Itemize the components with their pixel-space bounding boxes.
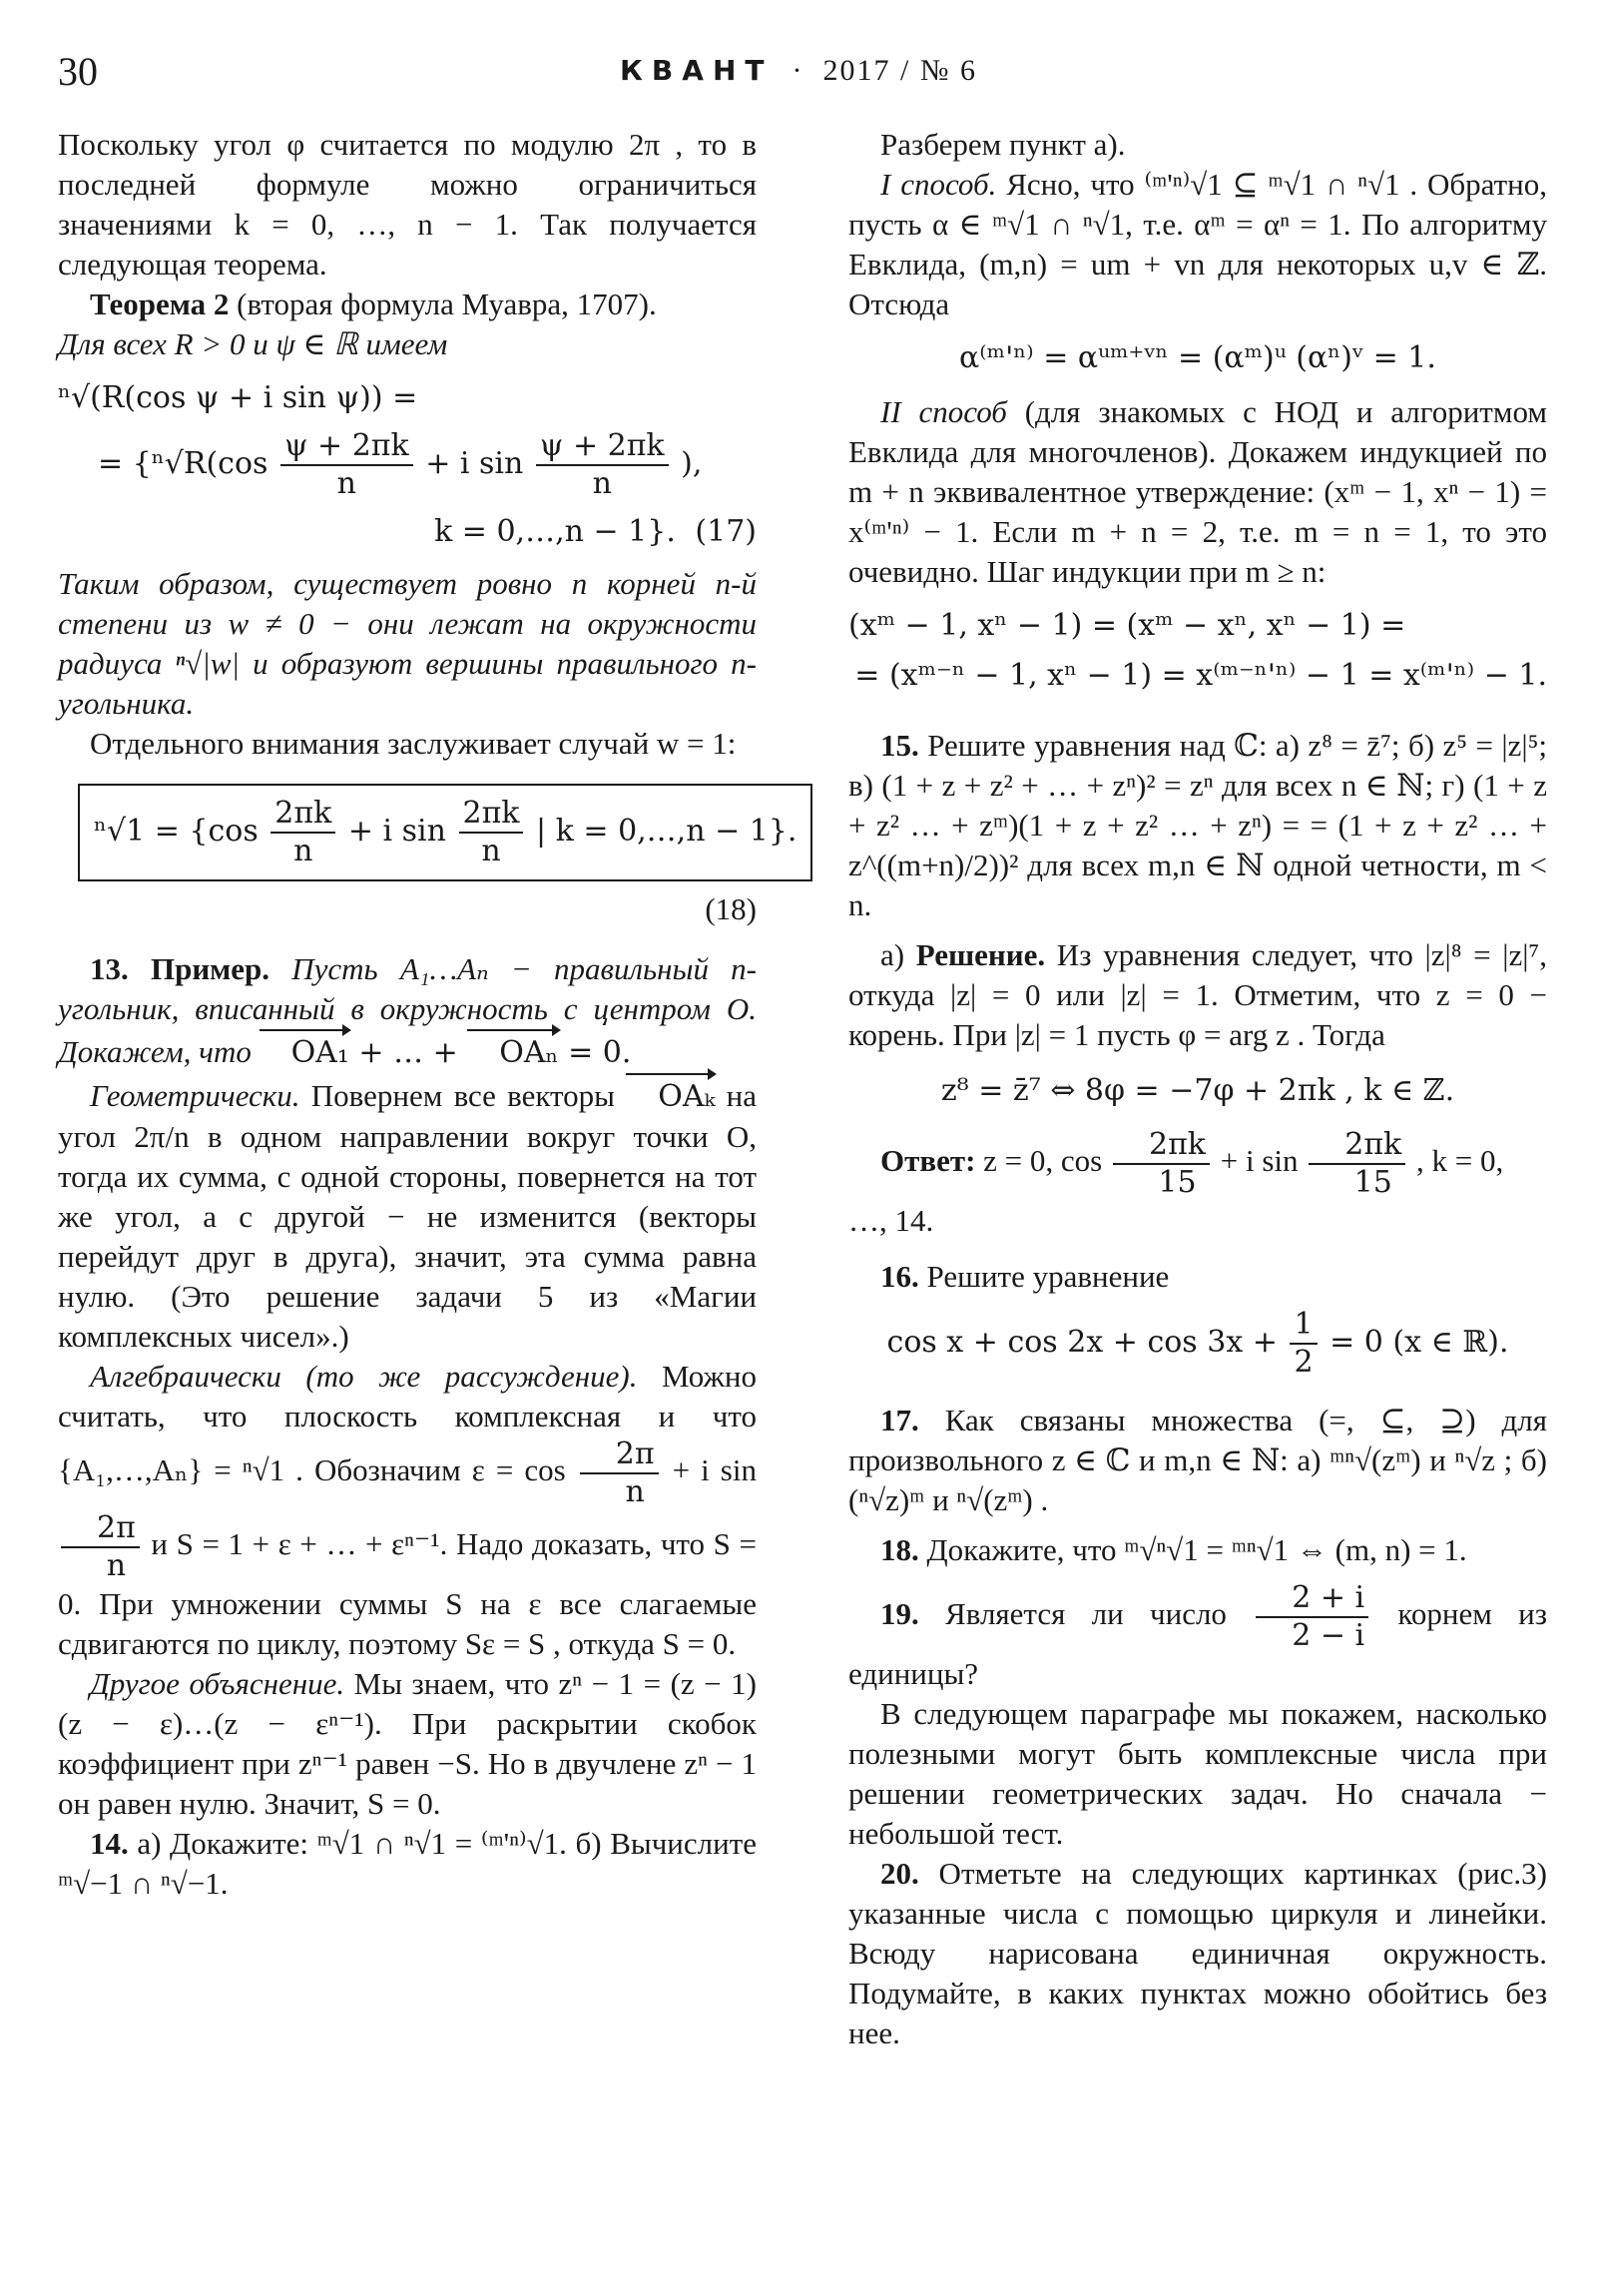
equation-17-num-2: ψ + 2πk — [536, 428, 669, 466]
equation-18-close: | k = 0,…,n − 1}. — [536, 814, 798, 849]
problem-14 — [58, 1824, 757, 1904]
left-column — [58, 125, 798, 1904]
equation-17-mid: + i sin — [425, 446, 524, 481]
way-2-text: (для знакомых с НОД и алгоритмом Евклида для многочленов). Докажем индукцией по m + n эквивалентное утверждение: (xᵐ − 1, xⁿ − 1) = x⁽ᵐ'ⁿ⁾ − 1. Если m + n = 2, т.е. m = n = 1, то это очевидно. Шаг индукции при m ≥ n: — [848, 394, 1547, 589]
solution-title: Решение. — [915, 937, 1046, 972]
equation-18-num-1: 2πk — [270, 796, 335, 834]
problem-19-text-2: корнем из единицы? — [848, 1596, 1548, 1691]
theorem-2-reference: (вторая формула Муавра, 1707). — [229, 287, 657, 321]
algebraic-text-2: + i sin — [672, 1452, 757, 1488]
problem-18 — [848, 1530, 1547, 1570]
right-column — [848, 125, 1547, 2053]
problem-16-num: 1 — [1290, 1307, 1317, 1345]
example-13-dots: + … + — [348, 1035, 468, 1070]
equation-17-line3 — [58, 510, 757, 554]
theorem-2-condition: Для всех R > 0 и ψ ∈ ℝ имеем — [58, 326, 448, 361]
solution-text: Из уравнения следует, что |z|⁸ = |z|⁷, откуда |z| = 0 или |z| = 1. Отметим, что z = 0 − корень. При |z| = 1 пусть φ = arg z . Тогда — [848, 937, 1547, 1052]
problem-16 — [848, 1257, 1547, 1297]
problem-20 — [848, 1854, 1547, 2053]
equation-17-den-1: n — [336, 466, 356, 501]
problem-19-num: 2 + i — [1256, 1580, 1368, 1618]
way-2-equation-2: = (xᵐ⁻ⁿ − 1, xⁿ − 1) = x⁽ᵐ⁻ⁿ'ⁿ⁾ − 1 = x⁽ᵐ'ⁿ⁾ − 1. — [854, 658, 1547, 693]
page-number: 30 — [58, 49, 98, 94]
problem-15-number: 15. — [880, 728, 919, 763]
running-head-separator: · — [792, 54, 804, 87]
problem-19-text-1: Является ли число — [918, 1596, 1227, 1632]
journal-title: КВАНТ — [620, 54, 774, 87]
problem-17-text: Как связаны множества (=, ⊆, ⊇) для произвольного z ∈ ℂ и m,n ∈ ℕ: а) ᵐⁿ√(zᵐ) и ⁿ√z ; б) (ⁿ√z)ᵐ и ⁿ√(zᵐ) . — [848, 1403, 1547, 1517]
intro-paragraph: Разберем пункт а). — [880, 127, 1126, 162]
vector-oan: OAₙ — [467, 1029, 558, 1073]
way-2-title: II способ — [880, 394, 1007, 429]
equation-17-label: (17) — [695, 514, 757, 549]
solution-15a-prefix: а) — [880, 937, 916, 972]
equation-18-label: (18) — [705, 891, 757, 926]
algebraic-solution — [58, 1357, 757, 1664]
way-1-text: Ясно, что ⁽ᵐ'ⁿ⁾√1 ⊆ ᵐ√1 ∩ ⁿ√1 . Обратно, пусть α ∈ ᵐ√1 ∩ ⁿ√1, т.е. αᵐ = αⁿ = 1. По алгоритму Евклида, (m,n) = um + vn для некоторых u,v ∈ ℤ. Отсюда — [848, 167, 1547, 321]
way-1 — [848, 165, 1547, 324]
example-13-vector-sum — [260, 1035, 632, 1070]
example-13 — [58, 949, 757, 1073]
problem-18-text: Докажите, что ᵐ√ⁿ√1 = ᵐⁿ√1 ⇔ (m, n) = 1. — [918, 1532, 1467, 1567]
solution-15a — [848, 935, 1547, 1055]
problem-16-eq-left: cos x + cos 2x + cos 3x + — [886, 1325, 1278, 1360]
problem-15 — [848, 726, 1547, 925]
equation-17-range: k = 0,…,n − 1}. — [434, 514, 676, 549]
solution-equation: z⁸ = z̄⁷ ⇔ 8φ = −7φ + 2πk , k ∈ ℤ. — [940, 1073, 1455, 1108]
special-case-paragraph: Отдельного внимания заслуживает случай w = 1: — [90, 726, 737, 761]
algebraic-num-2: 2π — [61, 1510, 140, 1548]
problem-18-number: 18. — [880, 1532, 919, 1567]
problem-16-text: Решите уравнение — [918, 1259, 1170, 1294]
algebraic-den-1: n — [625, 1474, 645, 1509]
answer-num-2: 2πk — [1309, 1127, 1405, 1165]
algebraic-title: Алгебраически (то же рассуждение). — [90, 1359, 638, 1394]
equation-17 — [58, 376, 757, 554]
answer-den-2: 15 — [1353, 1165, 1392, 1200]
answer-15a — [848, 1127, 1547, 1241]
algebraic-text-3: и S = 1 + ε + … + εⁿ⁻¹. Надо доказать, что S = 0. При умножении суммы S на ε все слагаемые сдвигаются по циклу, поэтому Sε = S , откуда S = 0. — [58, 1526, 757, 1661]
problem-16-fraction — [1290, 1307, 1317, 1381]
algebraic-text-1: Можно считать, что плоскость комплексная и что {A₁,…,Aₙ} = ⁿ√1 . Обозначим ε = cos — [58, 1359, 758, 1488]
next-paragraph-note: В следующем параграфе мы покажем, насколько полезными могут быть комплексные числа при решении геометрических задач. Но сначала − небольшой тест. — [848, 1696, 1547, 1851]
geometric-solution — [58, 1073, 757, 1357]
problem-17-number: 17. — [880, 1403, 919, 1437]
equation-18-num-2: 2πk — [459, 796, 524, 834]
problem-15-text: Решите уравнения над ℂ: а) z⁸ = z̄⁷; б) z⁵ = |z|⁵; в) (1 + z + z² + … + zⁿ)² = zⁿ для всех n ∈ ℕ; г) (1 + z + z² … + zᵐ)(1 + z + z² … + zⁿ) = = (1 + z + z² … + z^((m+n)/2))² для всех m,n ∈ ℕ одной четности, m < n. — [848, 728, 1547, 922]
equation-17-open: = {ⁿ√R(cos — [98, 446, 268, 481]
problem-16-den: 2 — [1294, 1345, 1314, 1380]
answer-start: z = 0, cos — [975, 1143, 1103, 1179]
geometric-text-1: Повернем все векторы — [299, 1078, 627, 1113]
example-13-equals: = 0. — [558, 1035, 632, 1070]
algebraic-fraction-2 — [61, 1510, 140, 1584]
issue-number: 2017 / № 6 — [822, 54, 977, 87]
equation-18-fraction-1 — [270, 796, 335, 869]
example-13-text: Пусть A₁…Aₙ − правильный n-угольник, вписанный в окружность с центром O. Докажем, что — [58, 951, 757, 1069]
page-header — [58, 48, 1539, 98]
geometric-title: Геометрически. — [90, 1078, 300, 1113]
way-2 — [848, 392, 1547, 592]
problem-16-number: 16. — [880, 1259, 919, 1294]
problem-14-number: 14. — [90, 1826, 129, 1861]
equation-18-fraction-2 — [459, 796, 524, 869]
problem-19-fraction — [1256, 1580, 1368, 1654]
vector-oak: OAₖ — [626, 1073, 715, 1117]
vector-oa1: OA₁ — [260, 1029, 349, 1073]
way-1-equation: α⁽ᵐ'ⁿ⁾ = αᵘᵐ⁺ᵛⁿ = (αᵐ)ᵘ (αⁿ)ᵛ = 1. — [959, 340, 1436, 375]
conclusion-paragraph: Таким образом, существует ровно n корней n-й степени из w ≠ 0 − они лежат на окружности радиуса ⁿ√|w| и образуют вершины правильного n-угольника. — [58, 566, 757, 721]
problem-14-text: а) Докажите: ᵐ√1 ∩ ⁿ√1 = ⁽ᵐ'ⁿ⁾√1. б) Вычислите ᵐ√−1 ∩ ⁿ√−1. — [58, 1826, 757, 1901]
algebraic-den-2: n — [106, 1548, 127, 1583]
equation-18-box — [78, 784, 812, 881]
algebraic-num-1: 2π — [580, 1436, 659, 1474]
equation-18-open: ⁿ√1 = {cos — [94, 814, 259, 849]
answer-num-1: 2πk — [1113, 1127, 1210, 1165]
equation-17-line1: ⁿ√(R(cos ψ + i sin ψ)) = — [58, 380, 418, 415]
equation-18-den-2: n — [481, 834, 501, 868]
problem-20-number: 20. — [880, 1856, 919, 1891]
geometric-text-2: на угол 2π/n в одном направлении вокруг точки O, тогда их сумма, с одной стороны, повернется на тот же угол, а с другой − не изменится (векторы перейдут друг в друга), значит, эта сумма равна нулю. (Это решение задачи 5 из «Магии комплексных чисел».) — [58, 1078, 757, 1354]
way-2-equation-1: (xᵐ − 1, xⁿ − 1) = (xᵐ − xⁿ, xⁿ − 1) = — [848, 608, 1406, 643]
equation-18-den-1: n — [293, 834, 313, 868]
problem-16-equation — [848, 1307, 1547, 1381]
theorem-2 — [58, 285, 757, 324]
answer-end: , k = 0, …, 14. — [848, 1143, 1504, 1238]
paragraph-modulo: Поскольку угол φ считается по модулю 2π , то в последней формуле можно ограничиться значениями k = 0, …, n − 1. Так получается следующая теорема. — [58, 127, 757, 282]
problem-16-eq-right: = 0 (x ∈ ℝ). — [1330, 1325, 1509, 1360]
equation-17-num-1: ψ + 2πk — [280, 428, 413, 466]
equation-17-close: ), — [681, 446, 703, 481]
answer-den-1: 15 — [1158, 1165, 1197, 1200]
answer-fraction-2 — [1309, 1127, 1405, 1201]
problem-20-text: Отметьте на следующих картинках (рис.3) указанные числа с помощью циркуля и линейки. Всюду нарисована единичная окружность. Подумайте, в каких пунктах можно обойтись без нее. — [848, 1856, 1547, 2050]
equation-18-mid: + i sin — [347, 814, 446, 849]
theorem-2-title: Теорема 2 — [90, 287, 230, 321]
problem-19 — [848, 1580, 1547, 1694]
way-1-title: I способ. — [880, 167, 997, 202]
problem-19-den: 2 − i — [1292, 1618, 1365, 1653]
example-13-title: 13. Пример. — [90, 951, 270, 986]
problem-17 — [848, 1401, 1547, 1520]
problem-19-number: 19. — [880, 1596, 919, 1632]
answer-fraction-1 — [1113, 1127, 1210, 1201]
other-text: Мы знаем, что zⁿ − 1 = (z − 1)(z − ε)…(z − εⁿ⁻¹). При раскрытии скобок коэффициент при zⁿ⁻¹ равен −S. Но в двучлене zⁿ − 1 он равен нулю. Значит, S = 0. — [58, 1666, 757, 1821]
equation-17-den-2: n — [592, 466, 612, 501]
other-explanation — [58, 1664, 757, 1824]
other-title: Другое объяснение. — [90, 1666, 345, 1701]
algebraic-fraction-1 — [580, 1436, 659, 1510]
equation-17-line2 — [58, 428, 757, 502]
answer-title: Ответ: — [880, 1143, 976, 1179]
equation-17-fraction-2 — [536, 428, 669, 502]
equation-17-fraction-1 — [280, 428, 413, 502]
running-head — [58, 54, 1539, 88]
answer-mid: + i sin — [1220, 1143, 1299, 1179]
